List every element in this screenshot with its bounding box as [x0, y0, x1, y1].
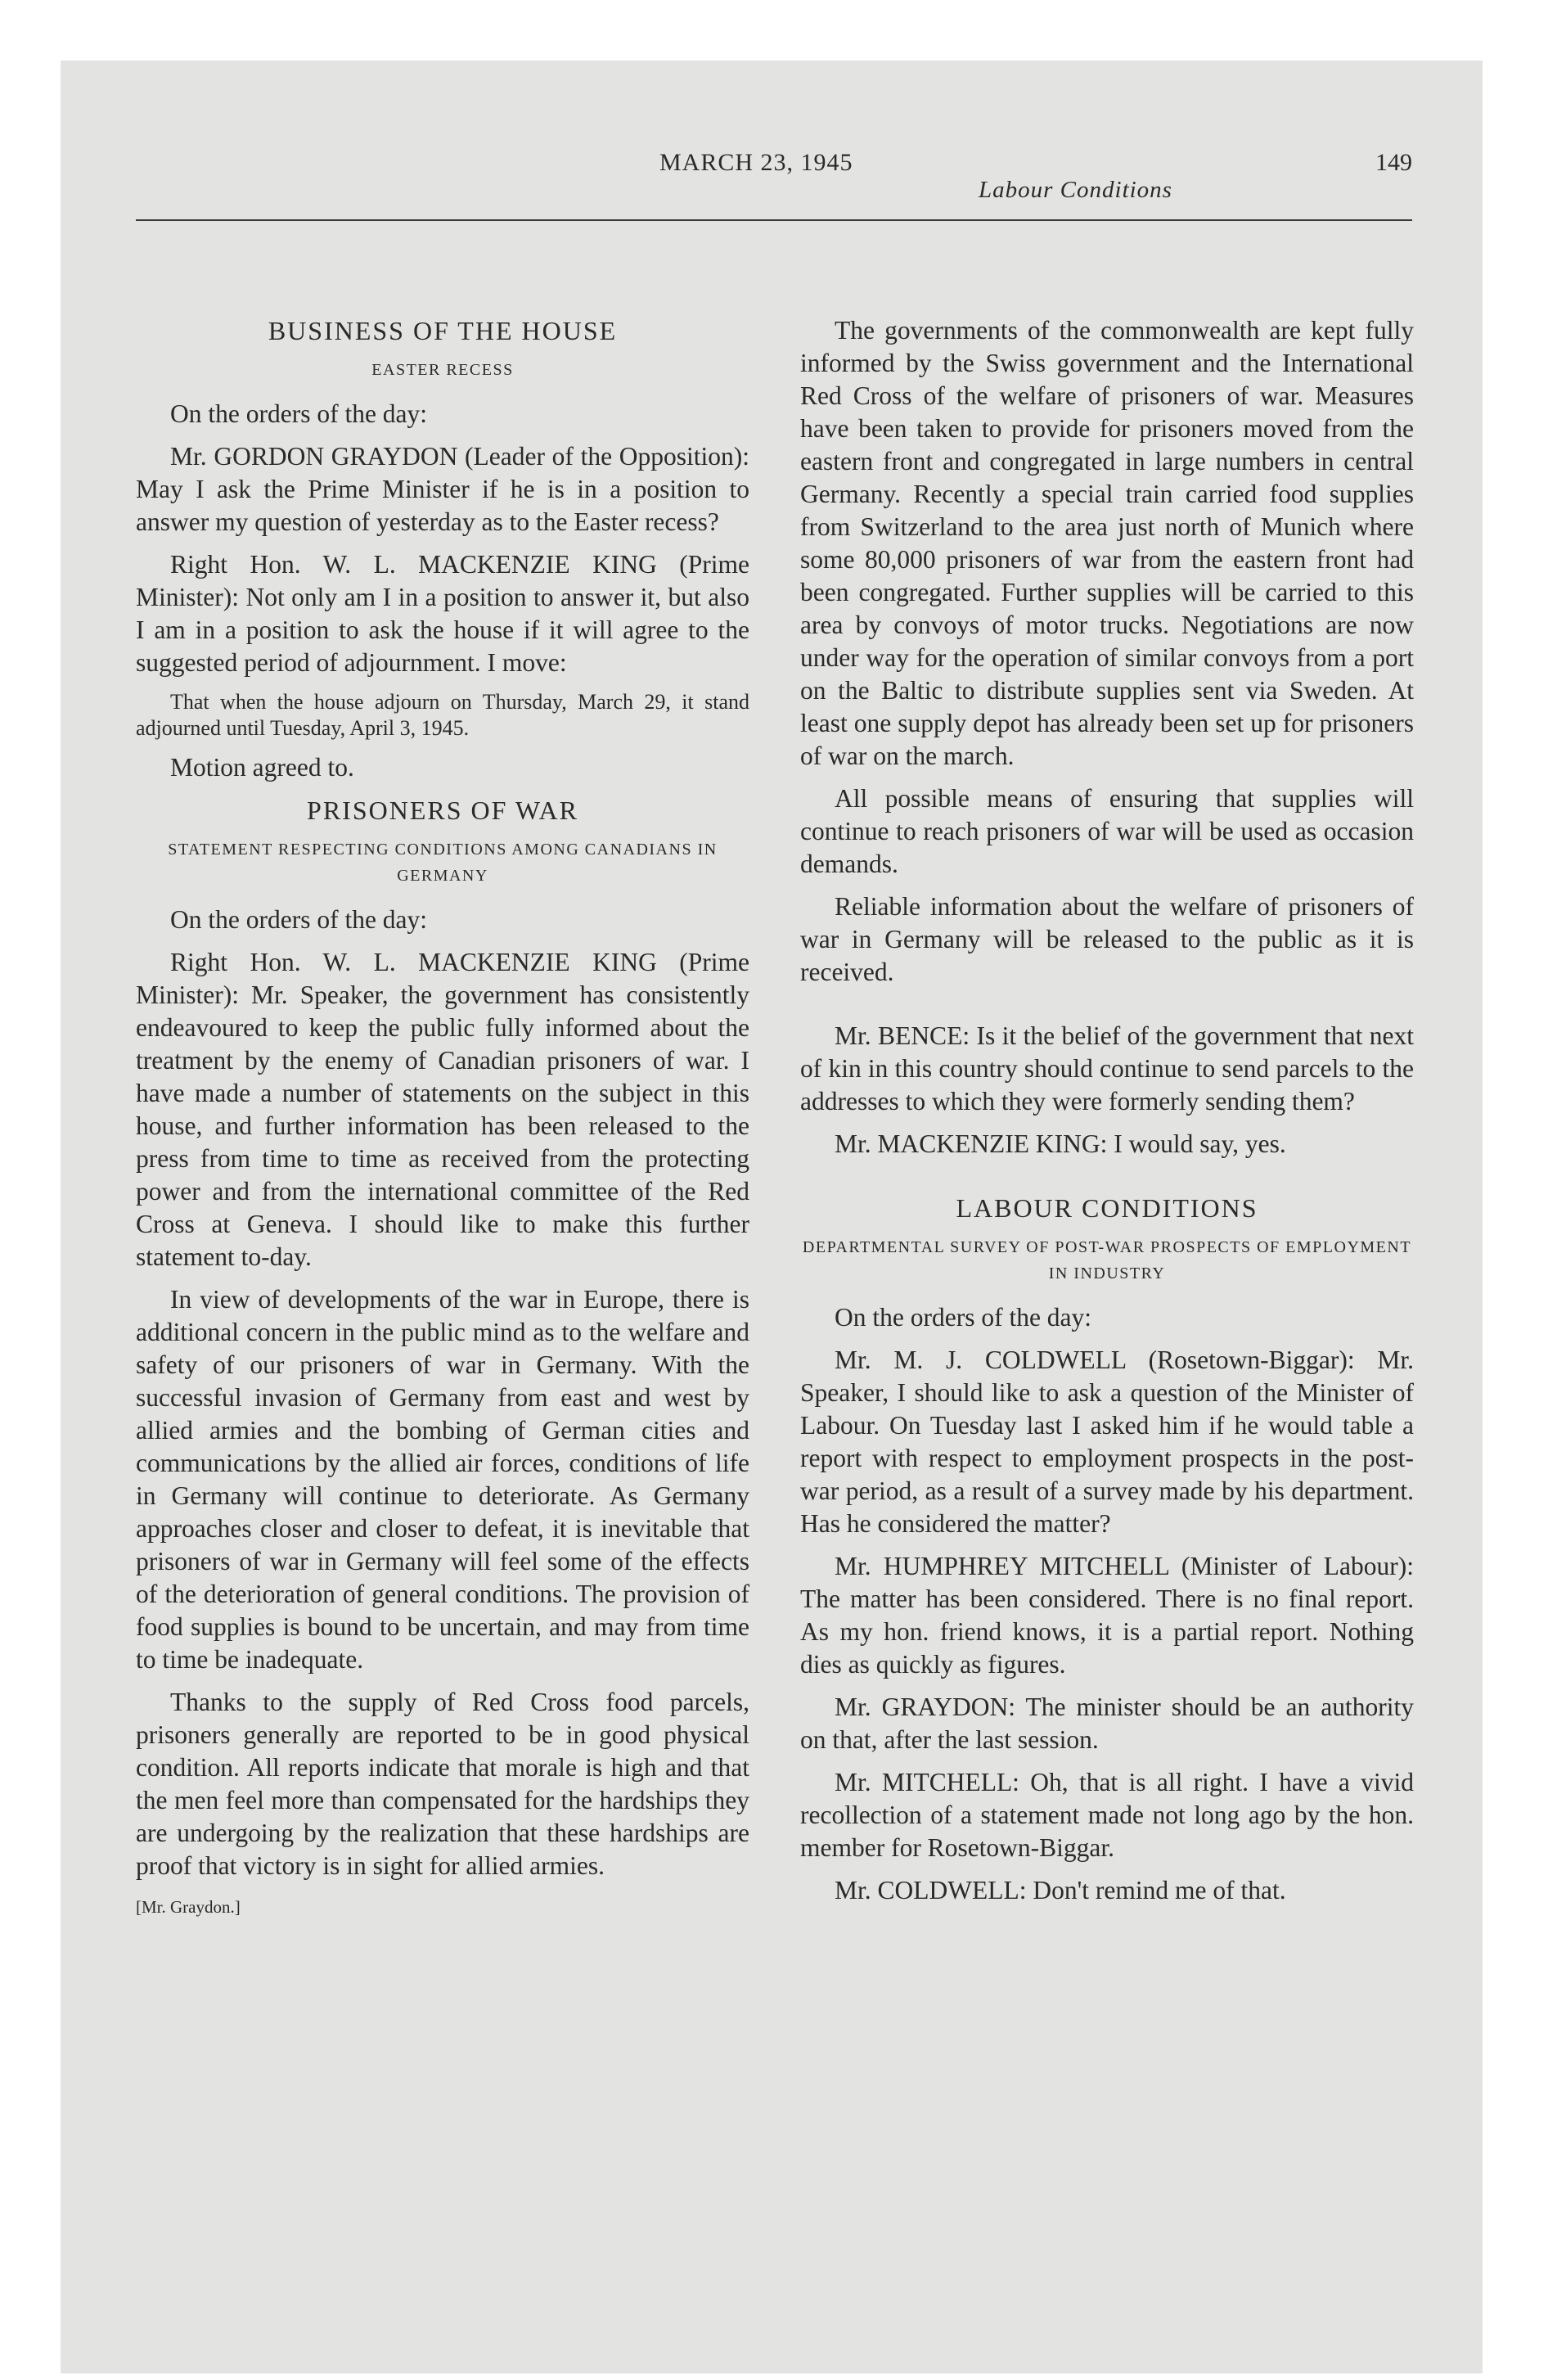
- paragraph: All possible means of ensuring that supplies will continue to reach prisoners of war will be used as occasion demands.: [800, 784, 1414, 878]
- spacer: [800, 1170, 1414, 1192]
- paragraph: Mr. HUMPHREY MITCHELL (Minister of Labour): The matter has been considered. There is no final report. As my hon. friend knows, it is a partial report. Nothing dies as quickly as figures.: [800, 1552, 1414, 1679]
- subheading-statement: STATEMENT RESPECTING CONDITIONS AMONG CANADIANS IN GERMANY: [168, 841, 718, 885]
- motion-quote: That when the house adjourn on Thursday, March 29, it stand adjourned until Tuesday, April 3, 1945.: [136, 690, 749, 740]
- paragraph: Mr. MITCHELL: Oh, that is all right. I have a vivid recollection of a statement made not long ago by the hon. member for Rosetown-Biggar.: [800, 1768, 1414, 1862]
- running-head: [136, 61, 1412, 203]
- paragraph: Right Hon. W. L. MACKENZIE KING (Prime Minister): Not only am I in a position to answer it, but also I am in a position to ask the house if it will agree to the suggested period of adjournment. I move:: [136, 550, 749, 677]
- paragraph: Right Hon. W. L. MACKENZIE KING (Prime Minister): Mr. Speaker, the government has consistently endeavoured to keep the public fully informed about the treatment by the enemy of Canadian prisoners of war. I have made a number of statements on the subject in this house, and further information has been released to the press from time to time as received from the protecting power and from the international committee of the Red Cross at Geneva. I should like to make this further statement to-day.: [136, 948, 749, 1271]
- paragraph: On the orders of the day:: [170, 399, 428, 428]
- spacer: [800, 998, 1414, 1020]
- header-rule: [136, 219, 1412, 221]
- left-column: [136, 314, 749, 1918]
- paragraph: Thanks to the supply of Red Cross food parcels, prisoners generally are reported to be in good physical condition. All reports indicate that morale is high and that the men feel more than compensated for the hardships they are undergoing by the realization that these hardships are proof that victory is in sight for allied armies.: [136, 1688, 749, 1880]
- paragraph: On the orders of the day:: [170, 905, 428, 934]
- subheading-easter-recess: EASTER RECESS: [371, 361, 514, 379]
- heading-business-of-the-house: BUSINESS OF THE HOUSE: [268, 316, 618, 345]
- paragraph: Mr. MACKENZIE KING: I would say, yes.: [835, 1129, 1286, 1158]
- paragraph: Mr. GRAYDON: The minister should be an authority on that, after the last session.: [800, 1693, 1414, 1754]
- paragraph: Mr. GORDON GRAYDON (Leader of the Opposition): May I ask the Prime Minister if he is in a position to answer my question of yesterday as to the Easter recess?: [136, 442, 749, 536]
- subheading-departmental-survey: DEPARTMENTAL SURVEY OF POST-WAR PROSPECTS OF EMPLOYMENT IN INDUSTRY: [802, 1238, 1412, 1282]
- heading-labour-conditions: LABOUR CONDITIONS: [956, 1193, 1258, 1223]
- header-section-title: Labour Conditions: [979, 177, 1172, 203]
- hansard-page: [136, 61, 1414, 1917]
- right-column: [800, 314, 1414, 1917]
- header-page-number: 149: [1375, 149, 1412, 176]
- paragraph: Mr. COLDWELL: Don't remind me of that.: [835, 1876, 1286, 1904]
- header-date: MARCH 23, 1945: [659, 149, 853, 176]
- paragraph: Mr. BENCE: Is it the belief of the government that next of kin in this country should continue to send parcels to the addresses to which they were formerly sending them?: [800, 1021, 1414, 1116]
- heading-prisoners-of-war: PRISONERS OF WAR: [307, 796, 578, 825]
- paragraph: On the orders of the day:: [835, 1303, 1092, 1332]
- paragraph: Motion agreed to.: [170, 753, 354, 782]
- paragraph: In view of developments of the war in Europe, there is additional concern in the public mind as to the welfare and safety of our prisoners of war in Germany. With the successful invasion of Germany from east and west by allied armies and the bombing of German cities and communications by the allied air forces, conditions of life in Germany will continue to deteriorate. As Germany approaches closer and closer to defeat, it is inevitable that prisoners of war in Germany will feel some of the effects of the deterioration of general conditions. The provision of food supplies is bound to be uncertain, and may from time to time be inadequate.: [136, 1285, 749, 1674]
- paragraph: Reliable information about the welfare of prisoners of war in Germany will be released to the public as it is received.: [800, 892, 1414, 986]
- paragraph: The governments of the commonwealth are kept fully informed by the Swiss government and the International Red Cross of the welfare of prisoners of war. Measures have been taken to provide for prisoners moved from the eastern front and congregated in large numbers in central Germany. Recently a special train carried food supplies from Switzerland to the area just north of Munich where some 80,000 prisoners of war from the eastern front had been congregated. Further supplies will be carried to this area by convoys of motor trucks. Negotiations are now under way for the operation of similar convoys from a port on the Baltic to distribute supplies sent via Sweden. At least one supply depot has already been set up for prisoners of war on the march.: [800, 316, 1414, 770]
- paragraph: Mr. M. J. COLDWELL (Rosetown-Biggar): Mr. Speaker, I should like to ask a question of the Minister of Labour. On Tuesday last I asked him if he would table a report with respect to employment prospects in the post-war period, as a result of a survey made by his department. Has he considered the matter?: [800, 1346, 1414, 1538]
- speaker-footnote: [Mr. Graydon.]: [136, 1897, 241, 1917]
